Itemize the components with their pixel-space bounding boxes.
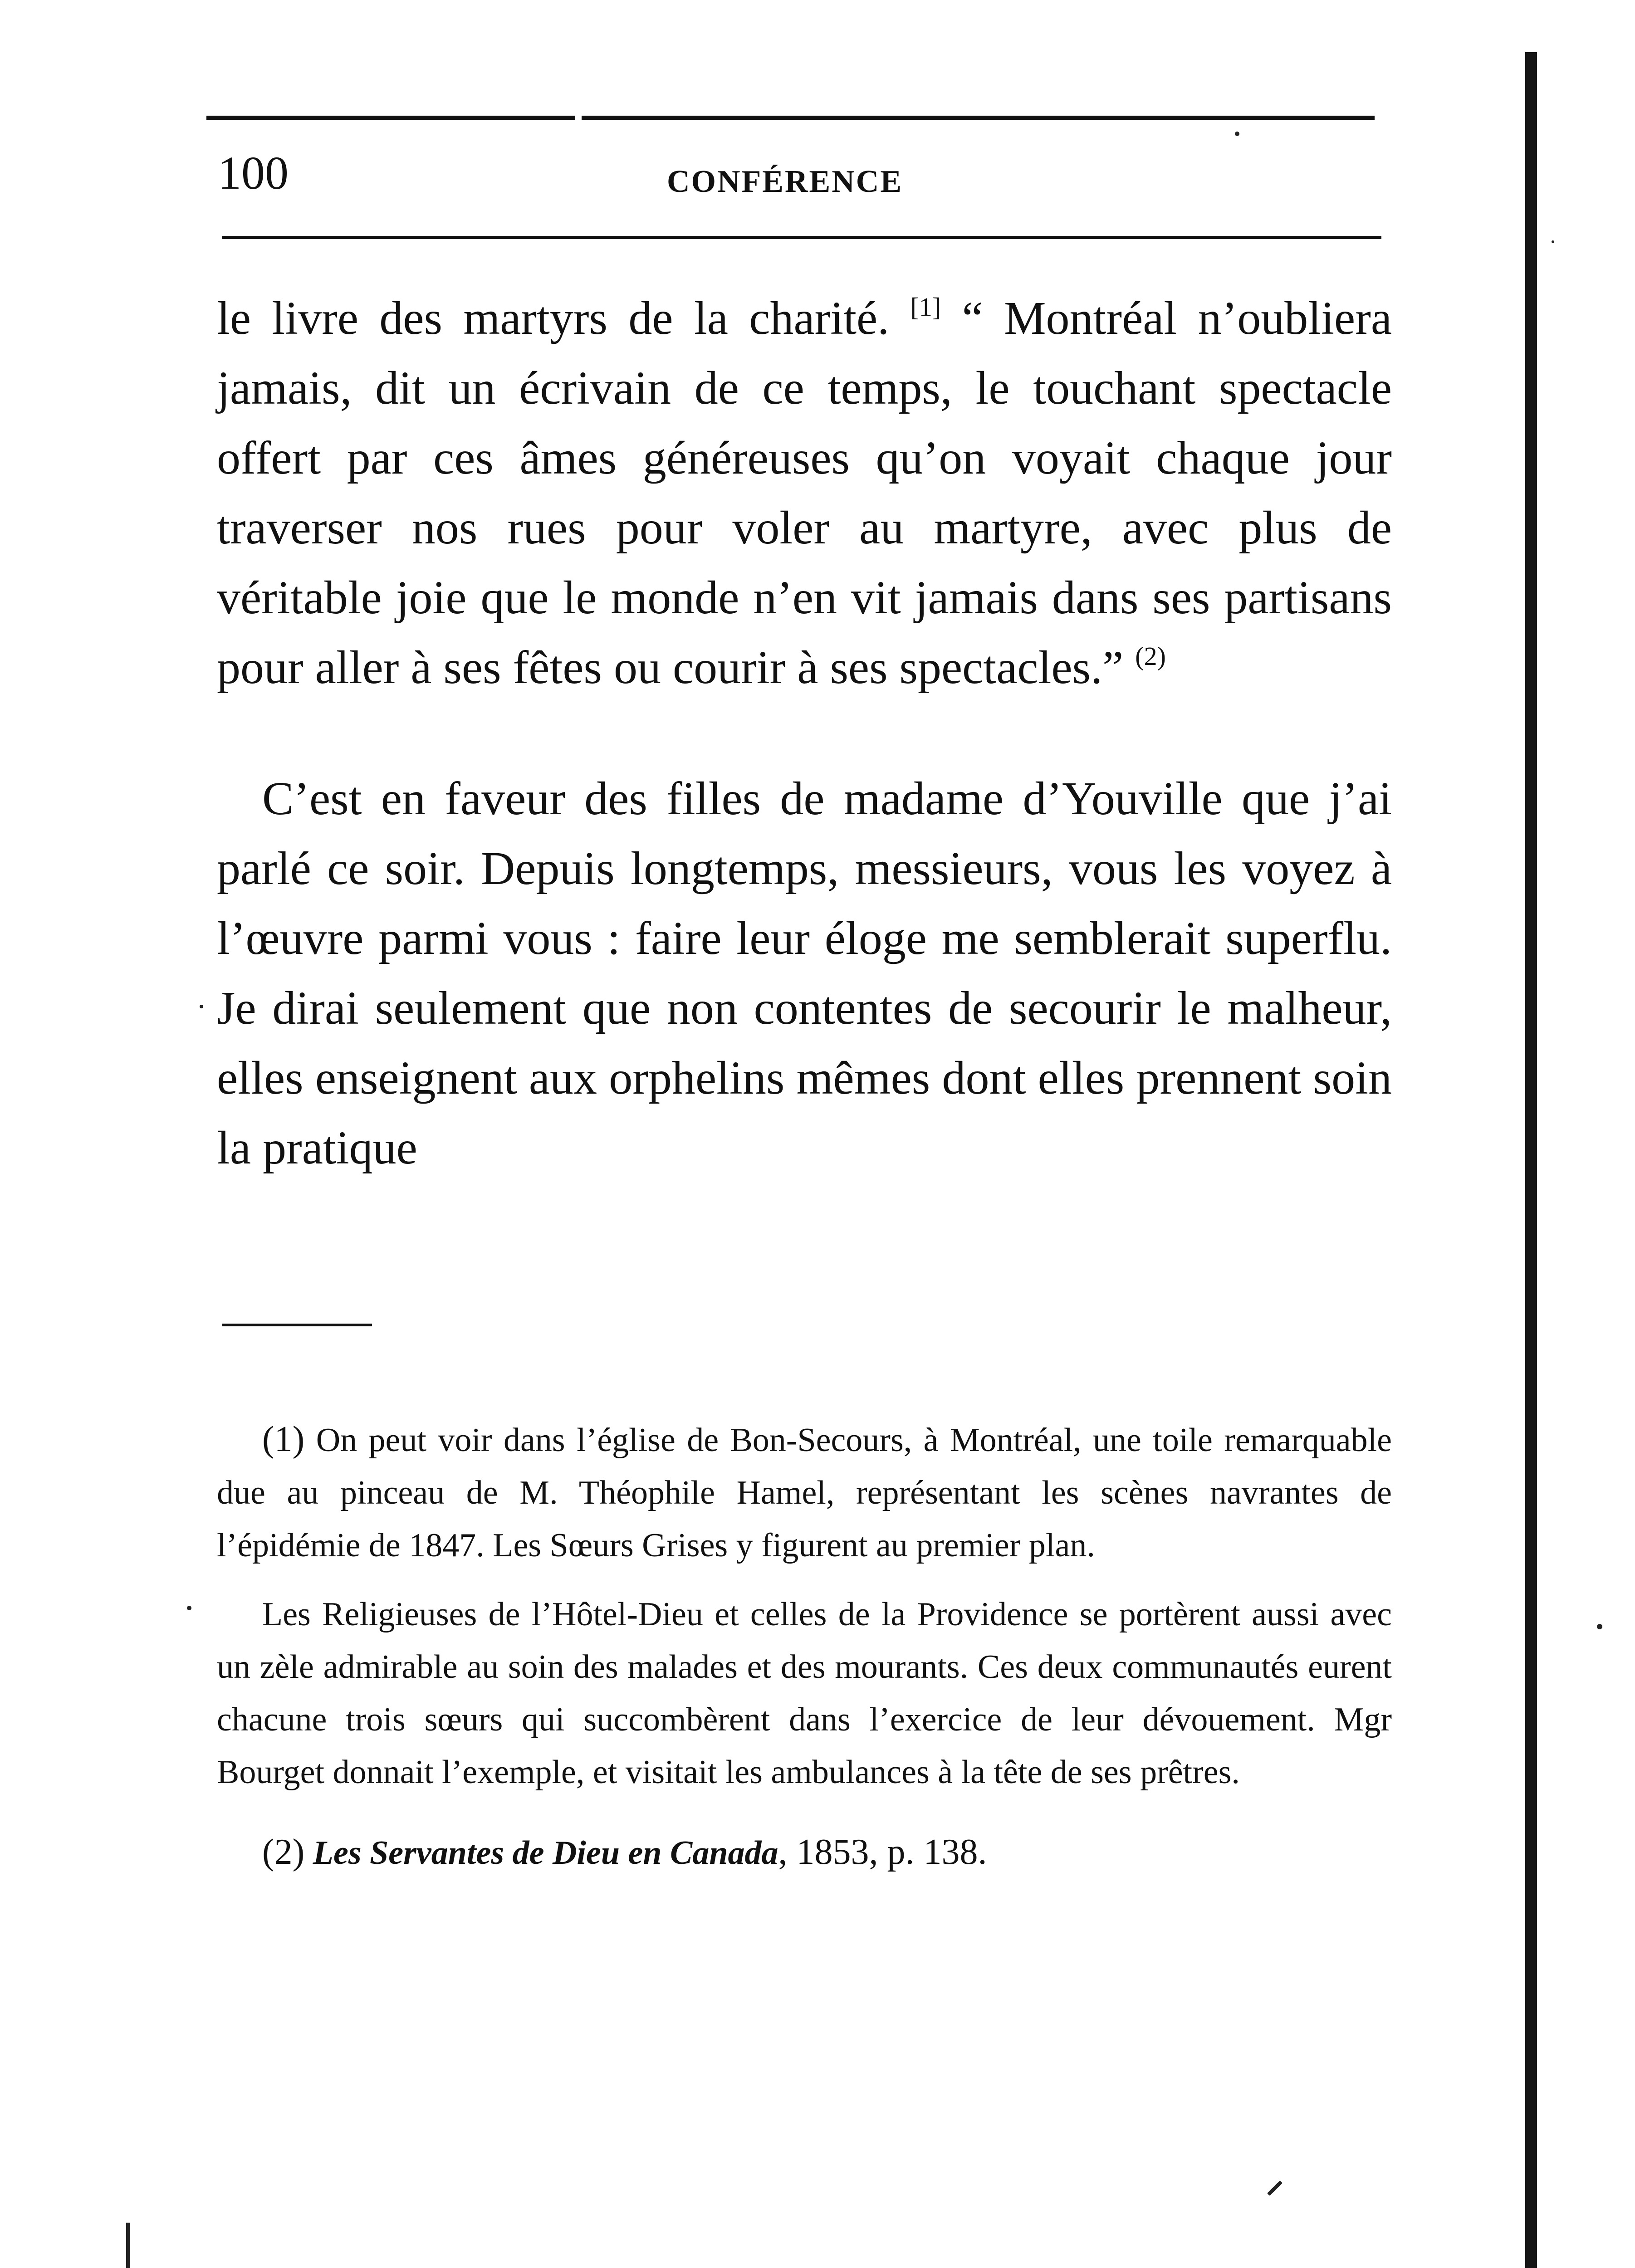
paragraph-2: C’est en faveur des filles de madame d’Youville que j’ai parlé ce soir. Depuis longtemps, messieurs, vous les voyez à l’œuvre parmi vous : faire leur éloge me semblerait superflu. Je dirai seulement que non contentes de secourir le malheur, elles enseignent aux orphelins mêmes dont elles prennent soin la pratique [217,772,1392,1174]
footnote-2-number: (2) [262,1832,305,1872]
paragraph-1-quote: “ Montréal n’oubliera jamais, dit un écrivain de ce temps, le touchant spectacle offert par ces âmes généreuses qu’on voyait chaque jour traverser nos rues pour voler au martyre, avec plus de véritable joie que le monde n’en vit jamais dans ses partisans pour aller à ses fêtes ou courir à ses spectacles.” [217,292,1392,694]
footnote-2-title: Les Servantes de Dieu en Canada [313,1834,778,1872]
speck [1235,132,1239,136]
paragraph-1 [217,284,1392,703]
footnote-1-continuation: Les Religieuses de l’Hôtel-Dieu et celles de la Providence se portèrent aussi avec un zèle admirable au soin des malades et des mourants. Ces deux communautés eurent chacune trois sœurs qui succombèrent dans l’exercice de leur dévouement. Mgr Bourget donnait l’exemple, et visitait les ambulances à la tête de ses prêtres. [217,1596,1392,1791]
footnote-1 [217,1413,1392,1572]
speck [1267,2180,1283,2196]
footnote-ref-1: [1] [910,292,941,322]
footnote-1-text: On peut voir dans l’église de Bon-Secours, à Montréal, une toile remarquable due au pinceau de M. Théophile Hamel, représentant les scènes navrantes de l’épidémie de 1847. Les Sœurs Grises y figurent au premier plan. [217,1422,1392,1564]
binding-mark [126,2223,130,2268]
page-edge-shadow [1525,52,1537,2268]
footnote-ref-2: (2) [1135,641,1166,671]
footnote-1-number: (1) [262,1419,305,1459]
footnote-2-rest: , 1853, p. 138. [778,1832,987,1872]
page-number: 100 [218,147,289,199]
page-header [213,145,1381,213]
speck [1552,240,1554,243]
footnote-2 [217,1826,1392,1879]
paragraph-1-start: le livre des martyrs de la charité. [217,292,890,344]
running-title: CONFÉRENCE [667,164,903,199]
top-rule-gap [575,114,582,121]
footnotes [217,1413,1392,1879]
top-rule [206,116,1375,120]
body-text [217,284,1392,1183]
header-rule [222,236,1381,239]
speck [200,1005,203,1008]
speck [187,1606,191,1610]
footnote-separator [222,1324,372,1326]
speck [1597,1624,1602,1629]
